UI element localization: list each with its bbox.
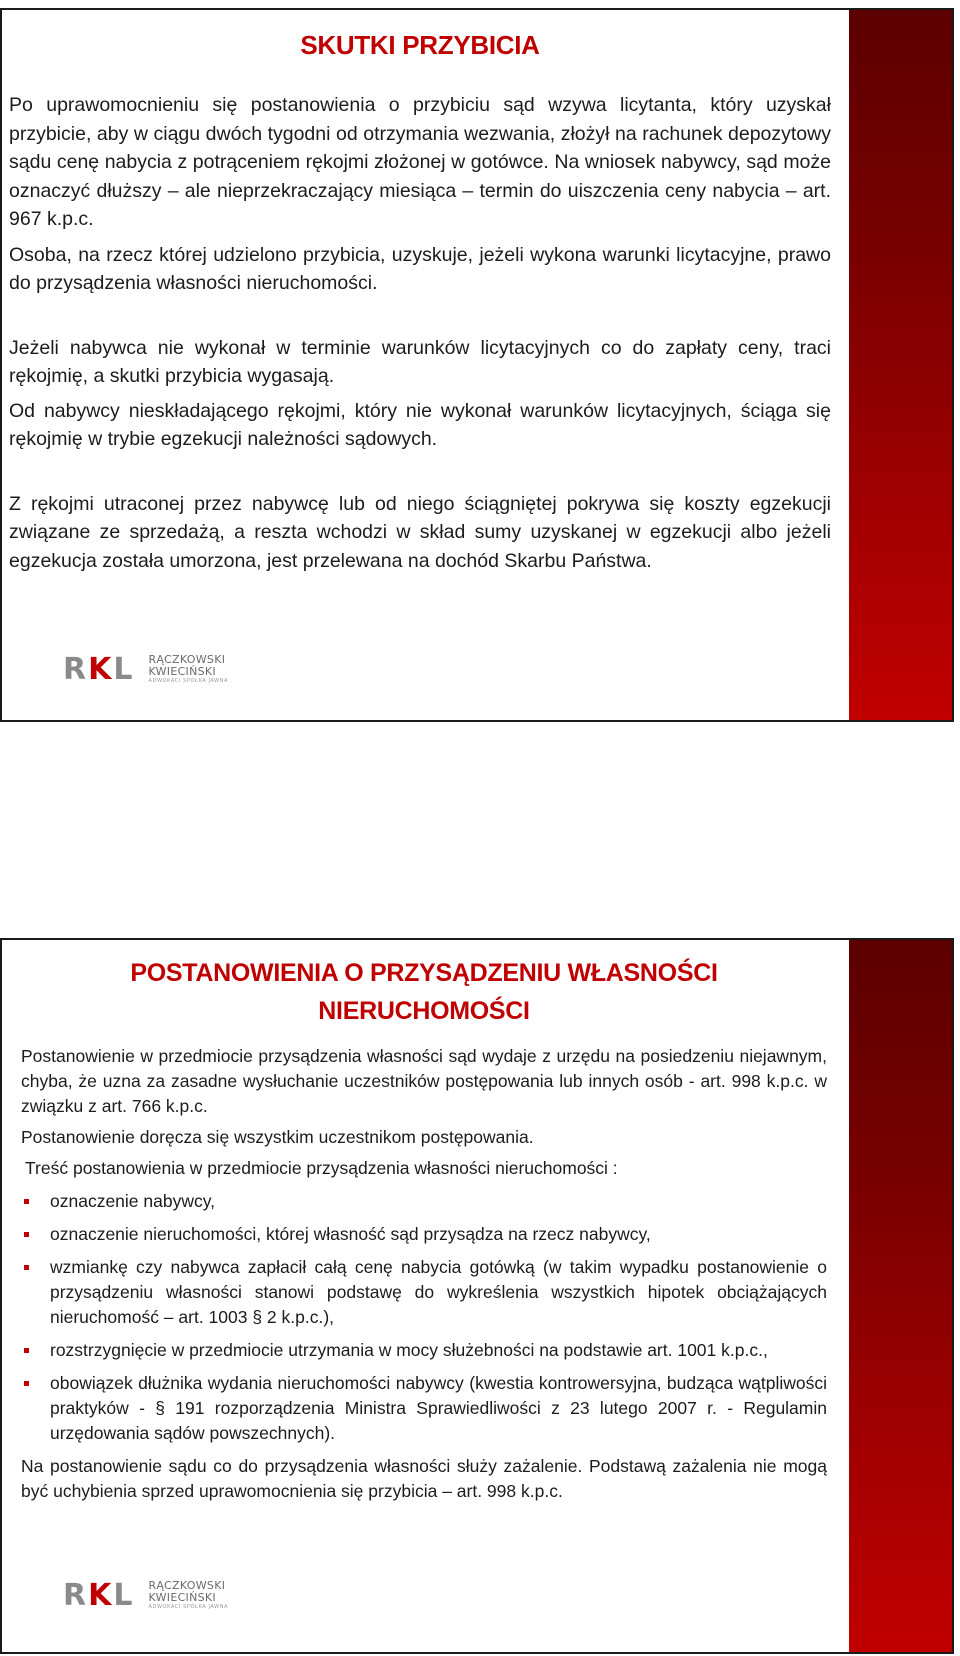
logo-firm-name bbox=[148, 654, 228, 685]
logo-name-line: RĄCZKOWSKI bbox=[148, 652, 226, 666]
bullet-icon bbox=[24, 1265, 29, 1270]
logo-letter: K bbox=[88, 651, 114, 687]
paragraph: Po uprawomocnieniu się postanowienia o przybiciu sąd wzywa licytanta, który uzyskał przybicie, aby w ciągu dwóch tygodni od otrzymania wezwania, złożył na rachunek depozytowy sądu cenę nabycia z potrąceniem rękojmi złożonej w gotówce. Na wniosek nabywcy, sąd może oznaczyć dłuższy – ale nieprzekraczający miesiąca – termin do uiszczenia ceny nabycia – art. 967 k.p.c. bbox=[9, 94, 831, 230]
list-item bbox=[21, 1371, 827, 1446]
paragraph: Osoba, na rzecz której udzielono przybicia, uzyskuje, jeżeli wykona warunki licytacyjne, prawo do przysądzenia własności nieruchomości. bbox=[9, 243, 831, 294]
list-item-text: oznaczenie nabywcy, bbox=[50, 1191, 216, 1211]
list-item bbox=[21, 1189, 827, 1214]
slide-content bbox=[21, 940, 827, 1504]
bullet-icon bbox=[24, 1199, 29, 1204]
company-logo bbox=[63, 652, 228, 686]
decorative-red-stripe bbox=[849, 10, 952, 720]
logo-letter: K bbox=[88, 1577, 114, 1613]
paragraph: Na postanowienie sądu co do przysądzenia własności służy zażalenie. Podstawą zażalenia nie mogą być uchybienia sprzed uprawomocnienia się przybicia – art. 998 k.p.c. bbox=[21, 1456, 827, 1501]
logo-name-line: KWIECIŃSKI bbox=[148, 1590, 216, 1604]
list-item bbox=[21, 1255, 827, 1330]
list-item-text: oznaczenie nieruchomości, której własność sąd przysądza na rzecz nabywcy, bbox=[50, 1224, 651, 1244]
paragraph: Od nabywcy nieskładającego rękojmi, który nie wykonał warunków licytacyjnych, ściąga się rękojmię w trybie egzekucji należności sądowych. bbox=[9, 399, 831, 450]
logo-name-line: RĄCZKOWSKI bbox=[148, 1578, 226, 1592]
logo-letter: L bbox=[113, 651, 135, 687]
slide-postanowienia bbox=[0, 938, 954, 1654]
logo-letter: R bbox=[63, 1577, 89, 1613]
slide-title bbox=[21, 940, 827, 1030]
title-line: POSTANOWIENIA O PRZYSĄDZENIU WŁASNOŚCI bbox=[130, 959, 718, 987]
paragraph: Treść postanowienia w przedmiocie przysądzenia własności nieruchomości : bbox=[25, 1158, 618, 1178]
list-item bbox=[21, 1338, 827, 1363]
bullet-icon bbox=[24, 1232, 29, 1237]
decorative-red-stripe bbox=[849, 940, 952, 1652]
logo-name-line: KWIECIŃSKI bbox=[148, 664, 216, 678]
title-line: NIERUCHOMOŚCI bbox=[318, 997, 530, 1025]
bullet-icon bbox=[24, 1381, 29, 1386]
logo-mark bbox=[63, 1578, 134, 1613]
bullet-icon bbox=[24, 1348, 29, 1353]
slide-title: SKUTKI PRZYBICIA bbox=[300, 30, 540, 60]
slide-content bbox=[9, 10, 831, 575]
paragraph: Postanowienie w przedmiocie przysądzenia własności sąd wydaje z urzędu na posiedzeniu niejawnym, chyba, że uzna za zasadne wysłuchanie uczestników postępowania lub innych osób - art. 998 k.p.c. w związku z art. 766 k.p.c. bbox=[21, 1046, 827, 1116]
paragraph: Postanowienie doręcza się wszystkim uczestnikom postępowania. bbox=[21, 1127, 534, 1147]
logo-letter: L bbox=[113, 1577, 135, 1613]
list-item-text: obowiązek dłużnika wydania nieruchomości nabywcy (kwestia kontrowersyjna, budząca wątpliwości praktyków - § 191 rozporządzenia Ministra Sprawiedliwości z 23 lutego 2007 r. - Regulamin urzędowania sądów powszechnych). bbox=[50, 1373, 827, 1443]
logo-name-line: ADWOKACI SPÓŁKA JAWNA bbox=[148, 677, 229, 684]
paragraph: Z rękojmi utraconej przez nabywcę lub od niego ściągniętej pokrywa się koszty egzekucji związane ze sprzedażą, a reszta wchodzi w skład sumy uzyskanej w egzekucji albo jeżeli egzekucja została umorzona, jest przelewana na dochód Skarbu Państwa. bbox=[9, 492, 831, 572]
bullet-list bbox=[21, 1189, 827, 1446]
paragraph: Jeżeli nabywca nie wykonał w terminie warunków licytacyjnych co do zapłaty ceny, traci rękojmię, a skutki przybicia wygasają. bbox=[9, 336, 831, 387]
logo-mark bbox=[63, 652, 134, 687]
logo-letter: R bbox=[63, 651, 89, 687]
list-item bbox=[21, 1222, 827, 1247]
company-logo bbox=[63, 1578, 228, 1612]
list-item-text: wzmiankę czy nabywca zapłacił całą cenę nabycia gotówką (w takim wypadku postanowienie o przysądzeniu własności stanowi podstawę do wykreślenia wszystkich hipotek obciążających nieruchomość – art. 1003 § 2 k.p.c.), bbox=[50, 1257, 827, 1327]
slide-skutki-przybicia bbox=[0, 8, 954, 722]
logo-name-line: ADWOKACI SPÓŁKA JAWNA bbox=[148, 1603, 229, 1610]
list-item-text: rozstrzygnięcie w przedmiocie utrzymania w mocy służebności na podstawie art. 1001 k.p.c., bbox=[50, 1340, 768, 1360]
logo-firm-name bbox=[148, 1580, 228, 1611]
